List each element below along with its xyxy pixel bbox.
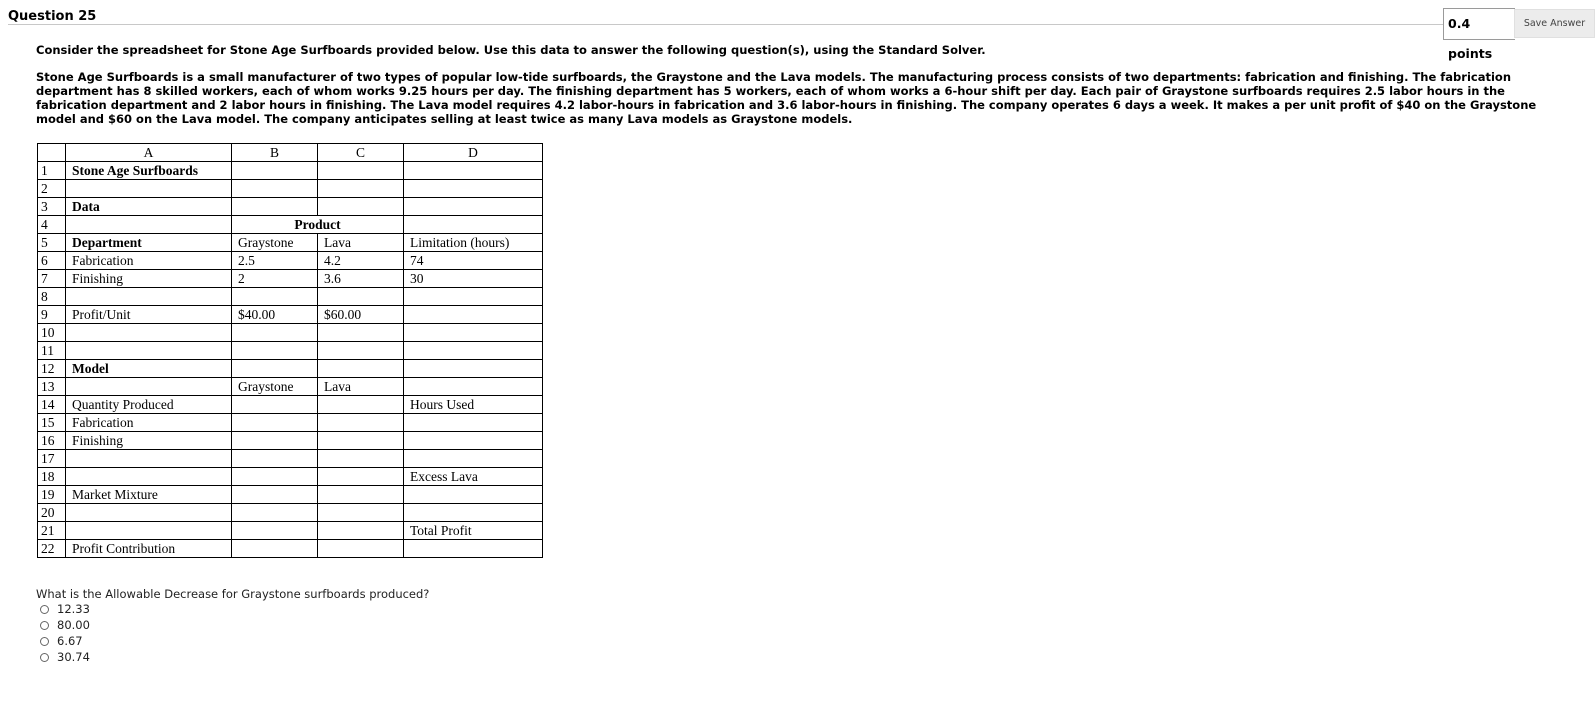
sheet-row — [38, 252, 543, 270]
row-number: 1 — [38, 162, 66, 180]
cell-a — [66, 378, 232, 396]
cell-b — [232, 198, 318, 216]
cell-c — [318, 450, 404, 468]
column-header-c: C — [318, 144, 404, 162]
sheet-row — [38, 522, 543, 540]
sheet-row — [38, 342, 543, 360]
cell-d — [404, 450, 543, 468]
cell-b: $40.00 — [232, 306, 318, 324]
cell-a: Stone Age Surfboards — [66, 162, 232, 180]
cell-d — [404, 180, 543, 198]
cell-c — [318, 522, 404, 540]
cell-a — [66, 450, 232, 468]
row-number: 12 — [38, 360, 66, 378]
cell-a — [66, 342, 232, 360]
row-number: 10 — [38, 324, 66, 342]
intro-text: Consider the spreadsheet for Stone Age Surfboards provided below. Use this data to answer the following question(s), using the Standard Solver. — [36, 43, 986, 57]
save-answer-button[interactable]: Save Answer — [1514, 9, 1595, 38]
cell-c: Lava — [318, 378, 404, 396]
answer-option-label: 80.00 — [57, 618, 90, 632]
cell-b — [232, 162, 318, 180]
row-number: 5 — [38, 234, 66, 252]
spreadsheet-table — [37, 143, 543, 558]
row-number: 16 — [38, 432, 66, 450]
row-number: 2 — [38, 180, 66, 198]
column-header-row — [38, 144, 543, 162]
corner-cell — [38, 144, 66, 162]
row-number: 15 — [38, 414, 66, 432]
cell-c — [318, 162, 404, 180]
answer-option-label: 6.67 — [57, 634, 83, 648]
cell-b — [232, 342, 318, 360]
row-number: 20 — [38, 504, 66, 522]
cell-c — [318, 288, 404, 306]
row-number: 9 — [38, 306, 66, 324]
cell-a: Data — [66, 198, 232, 216]
cell-c: 3.6 — [318, 270, 404, 288]
cell-c — [318, 342, 404, 360]
cell-d: Excess Lava — [404, 468, 543, 486]
cell-b: 2 — [232, 270, 318, 288]
cell-d — [404, 540, 543, 558]
cell-d — [404, 378, 543, 396]
cell-b — [232, 324, 318, 342]
row-number: 8 — [38, 288, 66, 306]
sheet-row — [38, 540, 543, 558]
sheet-row — [38, 198, 543, 216]
cell-d: 74 — [404, 252, 543, 270]
cell-c — [318, 198, 404, 216]
cell-a: Department — [66, 234, 232, 252]
sheet-row — [38, 450, 543, 468]
cell-b — [232, 288, 318, 306]
cell-c — [318, 486, 404, 504]
cell-d: Total Profit — [404, 522, 543, 540]
cell-a: Finishing — [66, 432, 232, 450]
cell-a — [66, 180, 232, 198]
cell-c — [318, 360, 404, 378]
cell-d — [404, 342, 543, 360]
row-number: 6 — [38, 252, 66, 270]
sheet-row — [38, 360, 543, 378]
radio-button[interactable] — [40, 621, 49, 630]
sheet-row — [38, 306, 543, 324]
cell-c — [318, 540, 404, 558]
row-number: 3 — [38, 198, 66, 216]
cell-c — [318, 180, 404, 198]
cell-d — [404, 324, 543, 342]
row-number: 22 — [38, 540, 66, 558]
cell-d — [404, 360, 543, 378]
cell-d: Limitation (hours) — [404, 234, 543, 252]
row-number: 18 — [38, 468, 66, 486]
row-number: 7 — [38, 270, 66, 288]
answer-options — [40, 601, 90, 665]
cell-d — [404, 486, 543, 504]
cell-a: Fabrication — [66, 252, 232, 270]
cell-d — [404, 414, 543, 432]
column-header-d: D — [404, 144, 543, 162]
cell-c: $60.00 — [318, 306, 404, 324]
radio-button[interactable] — [40, 605, 49, 614]
cell-b — [232, 396, 318, 414]
cell-c — [318, 468, 404, 486]
cell-b: Graystone — [232, 234, 318, 252]
cell-c: 4.2 — [318, 252, 404, 270]
radio-button[interactable] — [40, 637, 49, 646]
sheet-row — [38, 468, 543, 486]
cell-d — [404, 162, 543, 180]
cell-b — [232, 414, 318, 432]
sheet-row — [38, 162, 543, 180]
points-badge: 0.4 points — [1443, 8, 1515, 40]
cell-a — [66, 468, 232, 486]
cell-d — [404, 306, 543, 324]
row-number: 11 — [38, 342, 66, 360]
question-prompt: What is the Allowable Decrease for Graystone surfboards produced? — [36, 587, 430, 601]
cell-d: 30 — [404, 270, 543, 288]
answer-option[interactable] — [40, 633, 90, 649]
cell-d — [404, 216, 543, 234]
sheet-row — [38, 486, 543, 504]
cell-d — [404, 198, 543, 216]
cell-a: Fabrication — [66, 414, 232, 432]
row-number: 13 — [38, 378, 66, 396]
column-header-a: A — [66, 144, 232, 162]
sheet-row — [38, 432, 543, 450]
cell-c — [318, 396, 404, 414]
sheet-row — [38, 234, 543, 252]
cell-b — [232, 522, 318, 540]
cell-c — [318, 432, 404, 450]
row-number: 21 — [38, 522, 66, 540]
cell-b — [232, 486, 318, 504]
sheet-row — [38, 378, 543, 396]
sheet-row — [38, 216, 543, 234]
cell-a — [66, 288, 232, 306]
sheet-row — [38, 504, 543, 522]
cell-b — [232, 360, 318, 378]
cell-d: Hours Used — [404, 396, 543, 414]
cell-b — [232, 468, 318, 486]
sheet-row — [38, 396, 543, 414]
cell-a: Quantity Produced — [66, 396, 232, 414]
cell-a: Model — [66, 360, 232, 378]
cell-c — [318, 324, 404, 342]
answer-option[interactable] — [40, 601, 90, 617]
answer-option-label: 12.33 — [57, 602, 90, 616]
answer-option-label: 30.74 — [57, 650, 90, 664]
cell-b: Graystone — [232, 378, 318, 396]
cell-a: Profit Contribution — [66, 540, 232, 558]
row-number: 17 — [38, 450, 66, 468]
scenario-text: Stone Age Surfboards is a small manufacturer of two types of popular low-tide surfboards, the Graystone and the Lava models. The manufacturing process consists of two departments: fabrication and finishing. The fabrication department has 8 skilled workers, each of whom works 9.25 hours per day. The finishing department has 5 workers, each of whom works a 6-hour shift per day. Each pair of Graystone surfboards requires 2.5 labor hours in the fabrication department and 2 labor hours in finishing. The Lava model requires 4.2 labor-hours in fabrication and 3.6 labor-hours in finishing. The company operates 6 days a week. It makes a per unit profit of $40 on the Graystone model and $60 on the Lava model. The company anticipates selling at least twice as many Lava models as Graystone models. — [36, 70, 1537, 126]
answer-option[interactable] — [40, 617, 90, 633]
cell-c — [318, 504, 404, 522]
product-header-cell: Product — [232, 216, 404, 234]
answer-option[interactable] — [40, 649, 90, 665]
cell-a: Market Mixture — [66, 486, 232, 504]
cell-b — [232, 180, 318, 198]
cell-d — [404, 432, 543, 450]
cell-a — [66, 216, 232, 234]
cell-a — [66, 522, 232, 540]
cell-a — [66, 324, 232, 342]
cell-b: 2.5 — [232, 252, 318, 270]
radio-button[interactable] — [40, 653, 49, 662]
cell-a — [66, 504, 232, 522]
cell-c: Lava — [318, 234, 404, 252]
question-title: Question 25 — [8, 9, 97, 24]
cell-d — [404, 288, 543, 306]
cell-d — [404, 504, 543, 522]
cell-a: Profit/Unit — [66, 306, 232, 324]
cell-b — [232, 432, 318, 450]
cell-b — [232, 540, 318, 558]
cell-b — [232, 450, 318, 468]
row-number: 19 — [38, 486, 66, 504]
header-divider — [8, 24, 1445, 25]
sheet-row — [38, 270, 543, 288]
sheet-row — [38, 324, 543, 342]
sheet-row — [38, 180, 543, 198]
row-number: 4 — [38, 216, 66, 234]
cell-a: Finishing — [66, 270, 232, 288]
column-header-b: B — [232, 144, 318, 162]
row-number: 14 — [38, 396, 66, 414]
cell-c — [318, 414, 404, 432]
cell-b — [232, 504, 318, 522]
sheet-row — [38, 414, 543, 432]
sheet-row — [38, 288, 543, 306]
